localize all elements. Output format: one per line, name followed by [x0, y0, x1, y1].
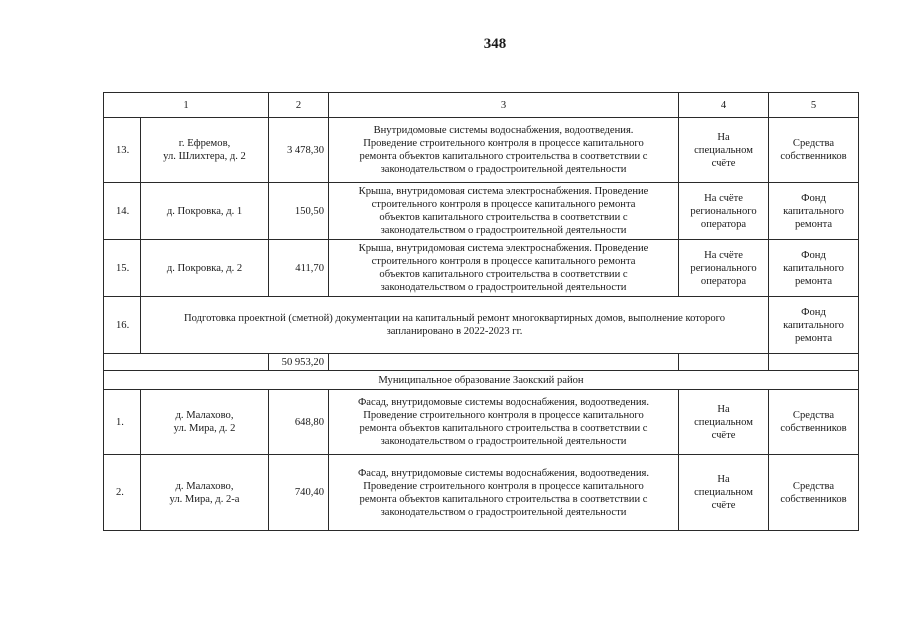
row-account-type [679, 455, 769, 531]
row-account-type-line: регионального [690, 262, 757, 274]
row-work-description-line: ремонта объектов капитального строительства в соответствии с [359, 151, 648, 162]
row-account-type [679, 240, 769, 297]
row-account-type-line: На [717, 474, 730, 485]
row-cost: 3 478,30 [269, 118, 329, 183]
row-funding-source-line: Средства [792, 480, 835, 492]
row-address-line: д. Покровка, д. 1 [166, 205, 243, 217]
row-funding-source-line: Средства [792, 138, 835, 149]
row-work-description-line: законодательством о градостроительной деятельности [380, 225, 627, 236]
row-number: 15. [104, 240, 141, 297]
row-work-description-line: Фасад, внутридомовые системы водоснабжения, водоотведения. [357, 467, 650, 479]
row-address [141, 390, 269, 455]
row-number: 14. [104, 183, 141, 240]
total-row [104, 354, 859, 371]
row-funding-source [769, 455, 859, 531]
row-address-line: ул. Шлихтера, д. 2 [163, 151, 246, 162]
row-account-type-line: На [717, 131, 730, 143]
table-row [104, 390, 859, 455]
row-funding-source [769, 118, 859, 183]
row-design-documentation [141, 297, 769, 354]
row-funding-source [769, 240, 859, 297]
row-account-type-line: На [717, 403, 730, 415]
header-col-5: 5 [769, 93, 859, 118]
row-address [141, 183, 269, 240]
header-col-2: 2 [269, 93, 329, 118]
row-account-type-line: оператора [700, 218, 747, 230]
row-address-line: д. Малахово, [175, 410, 234, 421]
header-col-1: 1 [104, 93, 269, 118]
row-work-description-line: строительного контроля в процессе капитального ремонта [371, 199, 636, 210]
row-work-description-line: законодательством о градостроительной деятельности [380, 436, 627, 447]
row-work-description [329, 455, 679, 531]
row-funding-source-line: собственников [780, 151, 847, 162]
header-col-4: 4 [679, 93, 769, 118]
row-work-description-line: объектов капитального строительства в соответствии с [379, 269, 628, 280]
total-empty-cell [104, 354, 269, 371]
row-address-line: г. Ефремов, [178, 138, 231, 149]
row-funding-source-line: ремонта [794, 332, 833, 344]
row-work-description-line: объектов капитального строительства в соответствии с [379, 212, 628, 223]
row-work-description-line: Фасад, внутридомовые системы водоснабжения, водоотведения. [357, 397, 650, 408]
row-number: 1. [104, 390, 141, 455]
row-address [141, 455, 269, 531]
row-work-description-line: Внутридомовые системы водоснабжения, водоотведения. [373, 125, 634, 136]
row-work-description-line: законодательством о градостроительной деятельности [380, 164, 627, 175]
row-account-type-line: На счёте [704, 249, 743, 261]
row-funding-source-line: собственников [780, 493, 847, 505]
row-funding-source [769, 390, 859, 455]
row-account-type-line: счёте [711, 429, 736, 441]
table-row [104, 297, 859, 354]
row-funding-source-line: капитального [783, 205, 844, 217]
row-account-type [679, 390, 769, 455]
row-address-line: д. Покровка, д. 2 [166, 262, 243, 274]
table-header-row [104, 93, 859, 118]
row-work-description-line: ремонта объектов капитального строительства в соответствии с [359, 493, 648, 505]
municipality-title: Муниципальное образование Заокский район [104, 371, 859, 390]
row-work-description-line: ремонта объектов капитального строительства в соответствии с [359, 423, 648, 434]
row-account-type-line: специальном [694, 487, 753, 498]
row-address [141, 240, 269, 297]
row-cost: 740,40 [269, 455, 329, 531]
page-number: 348 [483, 36, 507, 52]
table-row [104, 183, 859, 240]
row-funding-source [769, 297, 859, 354]
row-cost: 411,70 [269, 240, 329, 297]
row-design-documentation-line: запланировано в 2022-2023 гг. [386, 326, 523, 337]
row-work-description-line: законодательством о градостроительной деятельности [380, 282, 627, 293]
row-work-description-line: Крыша, внутридомовая система электроснабжения. Проведение [358, 186, 649, 197]
row-work-description-line: Проведение строительного контроля в процессе капитального [363, 480, 644, 492]
row-number: 13. [104, 118, 141, 183]
municipality-row [104, 371, 859, 390]
row-funding-source-line: Фонд [801, 249, 826, 261]
row-work-description [329, 183, 679, 240]
row-funding-source-line: ремонта [794, 218, 833, 230]
row-work-description [329, 240, 679, 297]
row-work-description-line: Крыша, внутридомовая система электроснабжения. Проведение [358, 243, 649, 254]
row-funding-source-line: Фонд [801, 306, 826, 318]
total-empty-cell [329, 354, 679, 371]
total-cost: 50 953,20 [269, 354, 329, 371]
row-design-documentation-line: Подготовка проектной (сметной) документации на капитальный ремонт многоквартирных домов, выполнение которого [184, 313, 725, 324]
row-address-line: ул. Мира, д. 2 [173, 423, 236, 434]
table-row [104, 455, 859, 531]
row-work-description-line: Проведение строительного контроля в процессе капитального [363, 138, 644, 149]
row-funding-source-line: Средства [792, 410, 835, 421]
row-account-type [679, 118, 769, 183]
row-work-description-line: законодательством о градостроительной деятельности [380, 506, 627, 518]
row-address-line: д. Малахово, [175, 480, 234, 492]
row-account-type-line: специальном [694, 144, 753, 156]
total-empty-cell [679, 354, 769, 371]
table-body [104, 93, 859, 531]
row-funding-source-line: ремонта [794, 275, 833, 287]
total-empty-cell [769, 354, 859, 371]
row-funding-source-line: капитального [783, 262, 844, 274]
row-number: 16. [104, 297, 141, 354]
row-work-description [329, 118, 679, 183]
row-account-type-line: оператора [700, 275, 747, 287]
header-col-3: 3 [329, 93, 679, 118]
table-row [104, 240, 859, 297]
row-work-description-line: Проведение строительного контроля в процессе капитального [363, 410, 644, 421]
row-account-type-line: счёте [711, 500, 736, 511]
row-work-description [329, 390, 679, 455]
repair-schedule-table [103, 92, 859, 531]
row-funding-source-line: собственников [780, 423, 847, 434]
row-work-description-line: строительного контроля в процессе капитального ремонта [371, 256, 636, 267]
row-number: 2. [104, 455, 141, 531]
table-row [104, 118, 859, 183]
row-account-type-line: На счёте [704, 192, 743, 204]
row-account-type [679, 183, 769, 240]
row-account-type-line: регионального [690, 205, 757, 217]
row-cost: 150,50 [269, 183, 329, 240]
row-funding-source-line: капитального [783, 319, 844, 331]
row-address [141, 118, 269, 183]
row-address-line: ул. Мира, д. 2-а [169, 493, 240, 505]
row-cost: 648,80 [269, 390, 329, 455]
row-funding-source-line: Фонд [801, 192, 826, 204]
row-funding-source [769, 183, 859, 240]
row-account-type-line: счёте [711, 157, 736, 169]
row-account-type-line: специальном [694, 416, 753, 428]
